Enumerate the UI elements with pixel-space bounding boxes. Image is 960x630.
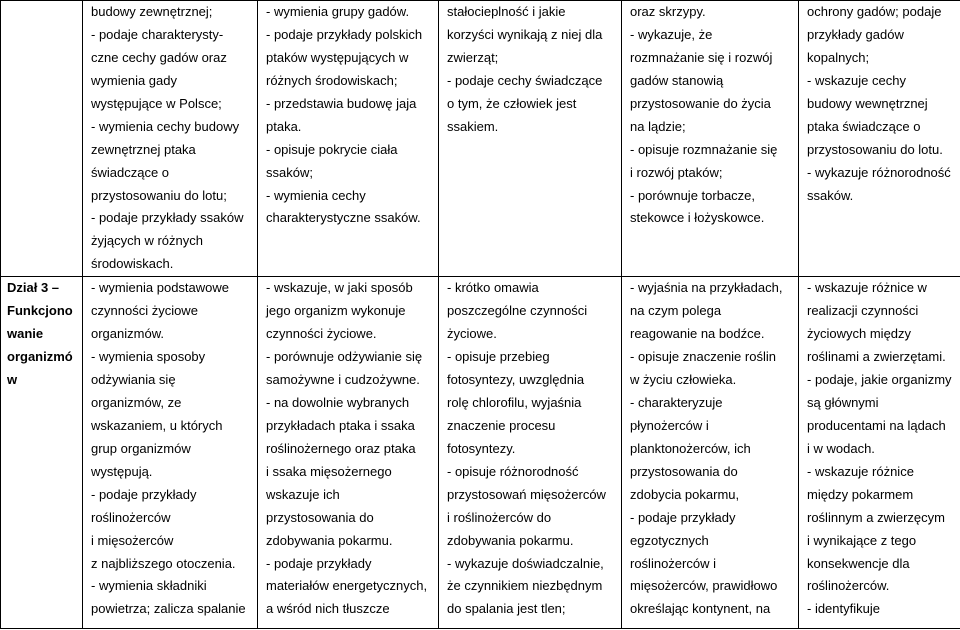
cell-line: ptaka świadczące o	[807, 118, 921, 134]
grade-3-requirements-cell	[258, 1, 439, 277]
cell-line: przystosowaniu do lotu;	[91, 187, 227, 203]
cell-line: - wskazuje różnice w	[807, 280, 927, 296]
cell-line: życiowe.	[447, 326, 497, 342]
cell-line: - wskazuje cechy	[807, 72, 906, 88]
grade-6-requirements-cell	[799, 277, 960, 629]
cell-line: - podaje przykłady	[630, 509, 736, 525]
cell-line: zdobycia pokarmu,	[630, 486, 740, 502]
cell-line: - opisuje przebieg	[447, 349, 550, 365]
cell-line: - wykazuje różnorodność	[807, 164, 951, 180]
cell-line: różnych środowiskach;	[266, 72, 398, 88]
cell-line: - podaje przykłady	[266, 555, 372, 571]
cell-line: przystosowanie do życia	[630, 95, 771, 111]
cell-line: roślinożernego oraz ptaka	[266, 440, 416, 456]
section-heading-line: wanie	[7, 326, 44, 342]
cell-line: - porównuje torbacze,	[630, 187, 756, 203]
cell-line: ssaków;	[266, 164, 313, 180]
cell-line: czynności życiowe.	[266, 326, 377, 342]
cell-line: świadczące o	[91, 164, 170, 180]
section-heading-line: w	[7, 372, 18, 387]
cell-line: organizmów.	[91, 326, 164, 342]
cell-line: przykładach ptaka i ssaka	[266, 417, 415, 433]
grade-6-requirements-cell	[799, 1, 960, 277]
cell-line: czne cechy gadów oraz	[91, 49, 227, 65]
cell-line: poszczególne czynności	[447, 303, 588, 319]
cell-line: życiowych między	[807, 326, 912, 342]
cell-line: reagowanie na bodźce.	[630, 326, 765, 342]
cell-line: i roślinożerców do	[447, 509, 552, 525]
section-heading-line: Dział 3 –	[7, 280, 60, 296]
cell-line: przykłady gadów	[807, 26, 904, 42]
cell-line: przystosowania do	[630, 463, 738, 479]
cell-line: grup organizmów	[91, 440, 191, 456]
cell-line: rolę chlorofilu, wyjaśnia	[447, 394, 582, 410]
cell-line: oraz skrzypy.	[630, 4, 706, 19]
cell-line: - podaje przykłady	[91, 486, 197, 502]
cell-line: - wykazuje doświadczalnie,	[447, 555, 604, 571]
cell-line: - podaje przykłady polskich	[266, 26, 423, 42]
cell-line: odżywiania się	[91, 372, 176, 387]
cell-line: stekowce i łożyskowce.	[630, 210, 765, 226]
cell-line: - wyjaśnia na przykładach,	[630, 280, 783, 296]
cell-line: - przedstawia budowę jaja	[266, 95, 417, 111]
cell-line: a wśród nich tłuszcze	[266, 601, 390, 617]
cell-line: roślinożerców	[91, 509, 171, 525]
cell-line: znaczenie procesu	[447, 417, 556, 433]
cell-line: - podaje charakterysty-	[91, 26, 224, 42]
cell-line: między pokarmem	[807, 486, 914, 502]
cell-line: charakterystyczne ssaków.	[266, 210, 421, 226]
cell-line: występują.	[91, 463, 153, 479]
cell-line: fotosyntezy, uwzględnia	[447, 372, 585, 387]
cell-line: określając kontynent, na	[630, 601, 771, 617]
cell-line: budowy wewnętrznej	[807, 95, 928, 111]
cell-line: - wskazuje różnice	[807, 463, 914, 479]
cell-line: do spalania jest tlen;	[447, 601, 566, 617]
cell-line: ptaków występujących w	[266, 49, 409, 65]
cell-line: czynności życiowe	[91, 303, 198, 319]
cell-line: - krótko omawia	[447, 280, 539, 296]
cell-line: - opisuje różnorodność	[447, 463, 579, 479]
cell-line: mięsożerców, prawidłowo	[630, 578, 778, 594]
cell-line: roślinnym a zwierzęcym	[807, 509, 945, 525]
section-heading-cell	[1, 1, 83, 277]
table-row	[1, 277, 960, 629]
cell-line: i ssaka mięsożernego	[266, 463, 392, 479]
cell-line: - wymienia sposoby	[91, 349, 206, 365]
cell-line: i mięsożerców	[91, 532, 174, 548]
cell-line: zdobywania pokarmu.	[447, 532, 574, 548]
cell-line: środowiskach.	[91, 256, 174, 272]
cell-line: rozmnażanie się i rozwój	[630, 49, 773, 65]
cell-line: występujące w Polsce;	[91, 95, 222, 111]
cell-line: - na dowolnie wybranych	[266, 394, 410, 410]
cell-line: z najbliższego otoczenia.	[91, 555, 236, 571]
grade-2-requirements-cell	[83, 1, 258, 277]
cell-line: - wykazuje, że	[630, 26, 713, 42]
cell-line: i rozwój ptaków;	[630, 164, 723, 180]
grade-5-requirements-cell	[622, 277, 799, 629]
cell-line: kopalnych;	[807, 49, 870, 65]
cell-line: - wymienia grupy gadów.	[266, 4, 410, 19]
cell-line: egzotycznych	[630, 532, 709, 548]
cell-line: planktonożerców, ich	[630, 440, 751, 456]
cell-line: wskazaniem, u których	[91, 417, 223, 433]
table-row	[1, 1, 960, 277]
cell-line: - wymienia podstawowe	[91, 280, 230, 296]
cell-line: - wskazuje, w jaki sposób	[266, 280, 413, 296]
cell-line: zewnętrznej ptaka	[91, 141, 196, 157]
grade-3-requirements-cell	[258, 277, 439, 629]
cell-line: żyjących w różnych	[91, 233, 203, 249]
cell-line: płynożerców i	[630, 417, 709, 433]
cell-line: ssakiem.	[447, 118, 499, 134]
section-heading-line: organizmó	[7, 349, 73, 365]
cell-line: korzyści wynikają z niej dla	[447, 26, 603, 42]
cell-line: realizacji czynności	[807, 303, 919, 319]
cell-line: zdobywania pokarmu.	[266, 532, 393, 548]
cell-line: roślinożerców.	[807, 578, 890, 594]
cell-line: przystosowaniu do lotu.	[807, 141, 943, 157]
cell-line: fotosyntezy.	[447, 440, 516, 456]
cell-line: ochrony gadów; podaje	[807, 4, 942, 19]
grade-4-requirements-cell	[439, 1, 622, 277]
cell-line: - podaje cechy świadczące	[447, 72, 603, 88]
section-heading-cell	[1, 277, 83, 629]
cell-line: roślinożerców i	[630, 555, 716, 571]
cell-line: - opisuje znaczenie roślin	[630, 349, 776, 365]
cell-line: i wynikające z tego	[807, 532, 917, 548]
cell-line: wymienia gady	[91, 72, 177, 88]
cell-line: - podaje przykłady ssaków	[91, 210, 244, 226]
cell-line: ssaków.	[807, 187, 854, 203]
cell-line: roślinami a zwierzętami.	[807, 349, 946, 365]
cell-line: - opisuje pokrycie ciała	[266, 141, 398, 157]
cell-line: i w wodach.	[807, 440, 875, 456]
grade-5-requirements-cell	[622, 1, 799, 277]
cell-line: budowy zewnętrznej;	[91, 4, 213, 19]
cell-line: w życiu człowieka.	[630, 372, 737, 387]
cell-line: producentami na lądach	[807, 417, 946, 433]
grade-2-requirements-cell	[83, 277, 258, 629]
cell-line: przystosowań mięsożerców	[447, 486, 606, 502]
cell-line: przystosowania do	[266, 509, 374, 525]
cell-line: że czynnikiem niezbędnym	[447, 578, 603, 594]
cell-line: - podaje, jakie organizmy	[807, 372, 952, 387]
cell-line: stałocieplność i jakie	[447, 4, 566, 19]
cell-line: gadów stanowią	[630, 72, 724, 88]
cell-line: materiałów energetycznych,	[266, 578, 428, 594]
cell-line: są głównymi	[807, 394, 879, 410]
cell-line: wskazuje ich	[266, 486, 340, 502]
cell-line: - wymienia składniki	[91, 578, 207, 594]
cell-line: - porównuje odżywianie się	[266, 349, 423, 365]
cell-line: organizmów, ze	[91, 394, 182, 410]
cell-line: - identyfikuje	[807, 601, 880, 617]
cell-line: - opisuje rozmnażanie się	[630, 141, 778, 157]
cell-line: o tym, że człowiek jest	[447, 95, 577, 111]
cell-line: jego organizm wykonuje	[266, 303, 406, 319]
cell-line: ptaka.	[266, 118, 302, 134]
cell-line: - wymienia cechy budowy	[91, 118, 240, 134]
cell-line: powietrza; zalicza spalanie	[91, 601, 246, 617]
cell-line: na czym polega	[630, 303, 722, 319]
cell-line: samożywne i cudzożywne.	[266, 372, 420, 387]
section-heading-line: Funkcjono	[7, 303, 73, 319]
cell-line: konsekwencje dla	[807, 555, 910, 571]
cell-line: - charakteryzuje	[630, 394, 723, 410]
grade-4-requirements-cell	[439, 277, 622, 629]
cell-line: na lądzie;	[630, 118, 686, 134]
cell-line: - wymienia cechy	[266, 187, 366, 203]
cell-line: zwierząt;	[447, 49, 499, 65]
